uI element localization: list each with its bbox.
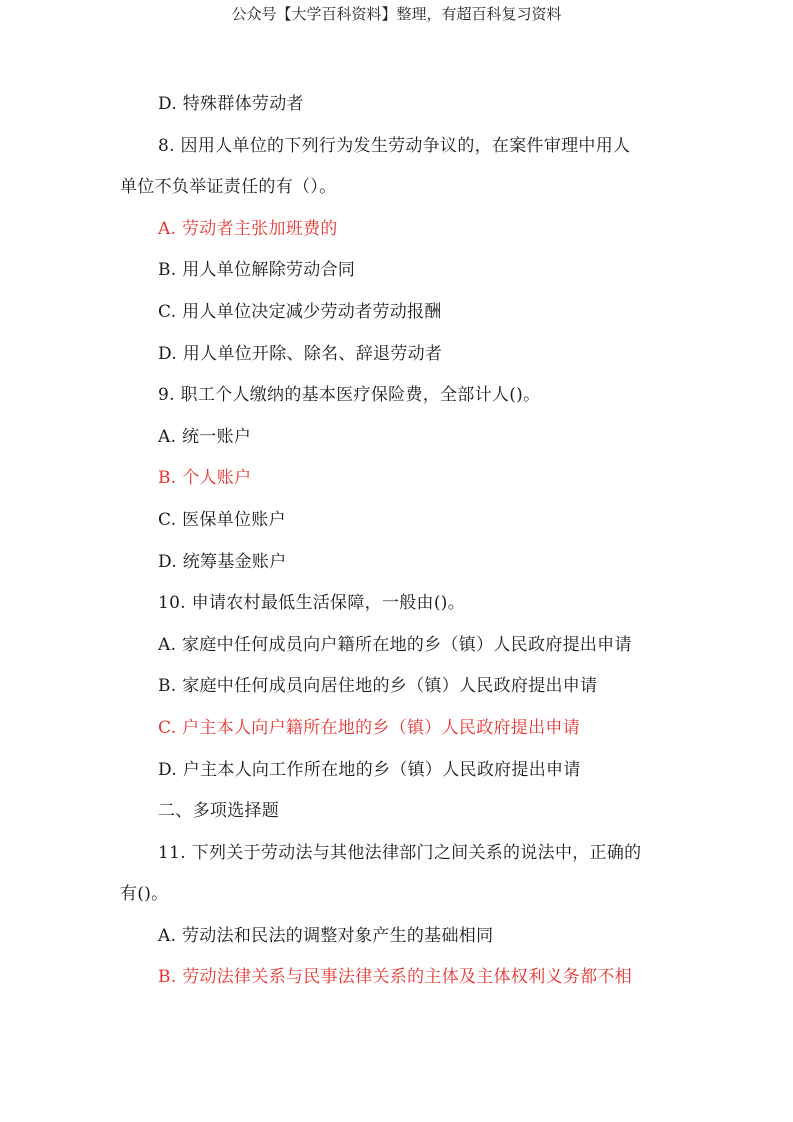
option-line: D. 用人单位开除、除名、辞退劳动者 bbox=[158, 343, 443, 364]
document-body bbox=[120, 84, 680, 999]
option-line: B. 家庭中任何成员向居住地的乡（镇）人民政府提出申请 bbox=[158, 676, 598, 697]
option-line: D. 特殊群体劳动者 bbox=[158, 94, 304, 114]
correct-option-line: B. 个人账户 bbox=[158, 468, 252, 489]
question-line-continued: 单位不负举证责任的有（）。 bbox=[120, 177, 337, 198]
option-line: B. 用人单位解除劳动合同 bbox=[158, 260, 356, 281]
correct-option-line: A. 劳动者主张加班费的 bbox=[158, 218, 338, 239]
correct-option-line: B. 劳动法律关系与民事法律关系的主体及主体权利义务都不相 bbox=[158, 967, 632, 988]
question-line: 10. 申请农村最低生活保障，一般由()。 bbox=[158, 593, 466, 614]
correct-option-line: C. 户主本人向户籍所在地的乡（镇）人民政府提出申请 bbox=[158, 717, 581, 738]
question-line-continued: 有()。 bbox=[120, 884, 169, 905]
section-heading: 二、多项选择题 bbox=[158, 801, 280, 822]
option-line: A. 家庭中任何成员向户籍所在地的乡（镇）人民政府提出申请 bbox=[158, 634, 632, 655]
page-header: 公众号【大学百科资料】整理，有超百科复习资料 bbox=[231, 5, 562, 23]
option-line: C. 用人单位决定减少劳动者劳动报酬 bbox=[158, 301, 442, 322]
option-line: C. 医保单位账户 bbox=[158, 509, 286, 530]
option-line: A. 统一账户 bbox=[158, 426, 252, 447]
option-line: D. 户主本人向工作所在地的乡（镇）人民政府提出申请 bbox=[158, 759, 581, 780]
option-line: D. 统筹基金账户 bbox=[158, 551, 287, 572]
question-line: 11. 下列关于劳动法与其他法律部门之间关系的说法中，正确的 bbox=[158, 842, 642, 863]
question-line: 9. 职工个人缴纳的基本医疗保险费，全部计人()。 bbox=[158, 385, 541, 406]
option-line: A. 劳动法和民法的调整对象产生的基础相同 bbox=[158, 925, 494, 946]
question-line: 8. 因用人单位的下列行为发生劳动争议的，在案件审理中用人 bbox=[158, 135, 631, 156]
